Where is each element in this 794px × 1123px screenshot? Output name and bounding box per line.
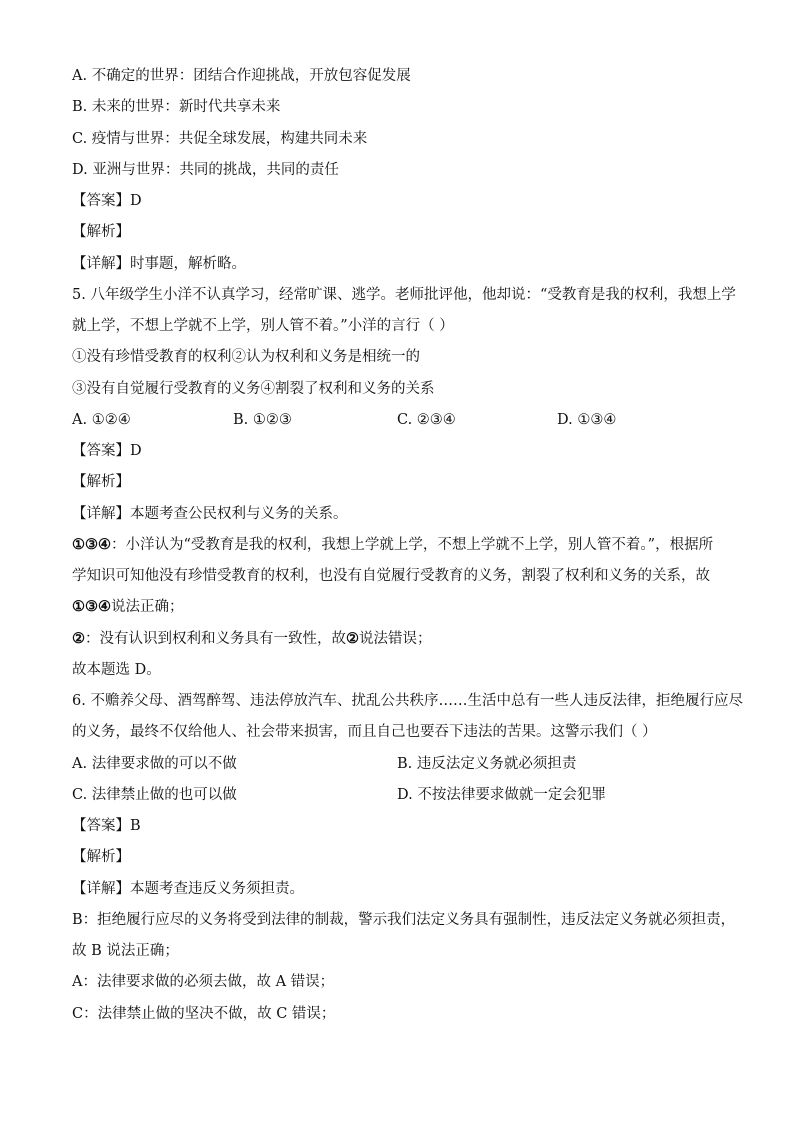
statement-number: ② [346, 630, 359, 647]
explanation-text: ：小洋认为“受教育是我的权利，我想上学就上学，不想上学就不上学，别人管不着。”，根据所 [111, 537, 714, 553]
q6-option-d: D. 不按法律要求做就一定会犯罪 [397, 787, 606, 803]
q6-stem-line-1: 6. 不赡养父母、酒驾醉驾、违法停放汽车、扰乱公共秩序……生活中总有一些人违反法律，拒绝履行应尽 [72, 693, 743, 709]
q5-detail: 【详解】本题考查公民权利与义务的关系。 [72, 506, 348, 522]
explanation-text: ：没有认识到权利和义务具有一致性，故 [85, 631, 346, 647]
q4-analysis-label: 【解析】 [72, 224, 130, 240]
q4-option-d: D. 亚洲与世界：共同的挑战，共同的责任 [72, 162, 339, 178]
q4-option-a: A. 不确定的世界：团结合作迎挑战，开放包容促发展 [72, 68, 411, 84]
q6-explanation-b-line-2: 故 B 说法正确； [72, 943, 179, 959]
q5-statement-line-2: ③没有自觉履行受教育的义务④割裂了权利和义务的关系 [72, 381, 435, 397]
q5-explanation-line-3 [72, 597, 184, 617]
q5-option-b: B. ①②③ [233, 412, 292, 428]
q5-option-a: A. ①②④ [72, 412, 131, 428]
q6-explanation-a: A：法律要求做的必须去做，故 A 错误； [72, 974, 335, 990]
q6-option-a: A. 法律要求做的可以不做 [72, 756, 237, 772]
q6-explanation-c: C：法律禁止做的坚决不做，故 C 错误； [72, 1006, 336, 1022]
q5-stem-line-2: 就上学，不想上学就不上学，别人管不着。”小洋的言行（ ） [72, 318, 454, 334]
q6-stem-line-2: 的义务，最终不仅给他人、社会带来损害，而且自己也要吞下违法的苦果。这警示我们（ ） [72, 724, 657, 740]
q6-analysis-label: 【解析】 [72, 849, 130, 865]
q6-explanation-b-line-1: B：拒绝履行应尽的义务将受到法律的制裁，警示我们法定义务具有强制性，违反法定义务就必须担责， [72, 912, 736, 928]
q4-option-b: B. 未来的世界：新时代共享未来 [72, 99, 281, 115]
q5-stem-line-1: 5. 八年级学生小洋不认真学习，经常旷课、逃学。老师批评他，他却说：“受教育是我的权利，我想上学 [72, 287, 736, 303]
statement-number: ② [72, 630, 85, 647]
q5-explanation-line-2: 学知识可知他没有珍惜受教育的权利，也没有自觉履行受教育的义务，割裂了权利和义务的关系，故 [72, 568, 710, 584]
q5-explanation-line-4 [72, 629, 432, 649]
q4-option-c: C. 疫情与世界：共促全球发展，构建共同未来 [72, 131, 368, 147]
statement-numbers: ①③④ [72, 536, 111, 553]
q6-answer: 【答案】B [72, 818, 141, 834]
q6-option-b: B. 违反法定义务就必须担责 [397, 756, 577, 772]
statement-numbers: ①③④ [72, 598, 111, 615]
q5-option-d: D. ①③④ [557, 412, 617, 428]
q6-detail: 【详解】本题考查违反义务须担责。 [72, 881, 304, 897]
explanation-text: 说法错误； [359, 631, 432, 647]
q5-answer: 【答案】D [72, 443, 142, 459]
q5-option-c: C. ②③④ [397, 412, 456, 428]
q5-statement-line-1: ①没有珍惜受教育的权利②认为权利和义务是相统一的 [72, 349, 420, 365]
q6-option-c: C. 法律禁止做的也可以做 [72, 787, 237, 803]
q5-conclusion: 故本题选 D。 [72, 662, 161, 678]
q5-analysis-label: 【解析】 [72, 474, 130, 490]
explanation-text: 说法正确； [111, 599, 184, 615]
q4-answer: 【答案】D [72, 193, 142, 209]
q5-explanation-line-1 [72, 535, 713, 555]
q4-detail: 【详解】时事题，解析略。 [72, 256, 246, 272]
